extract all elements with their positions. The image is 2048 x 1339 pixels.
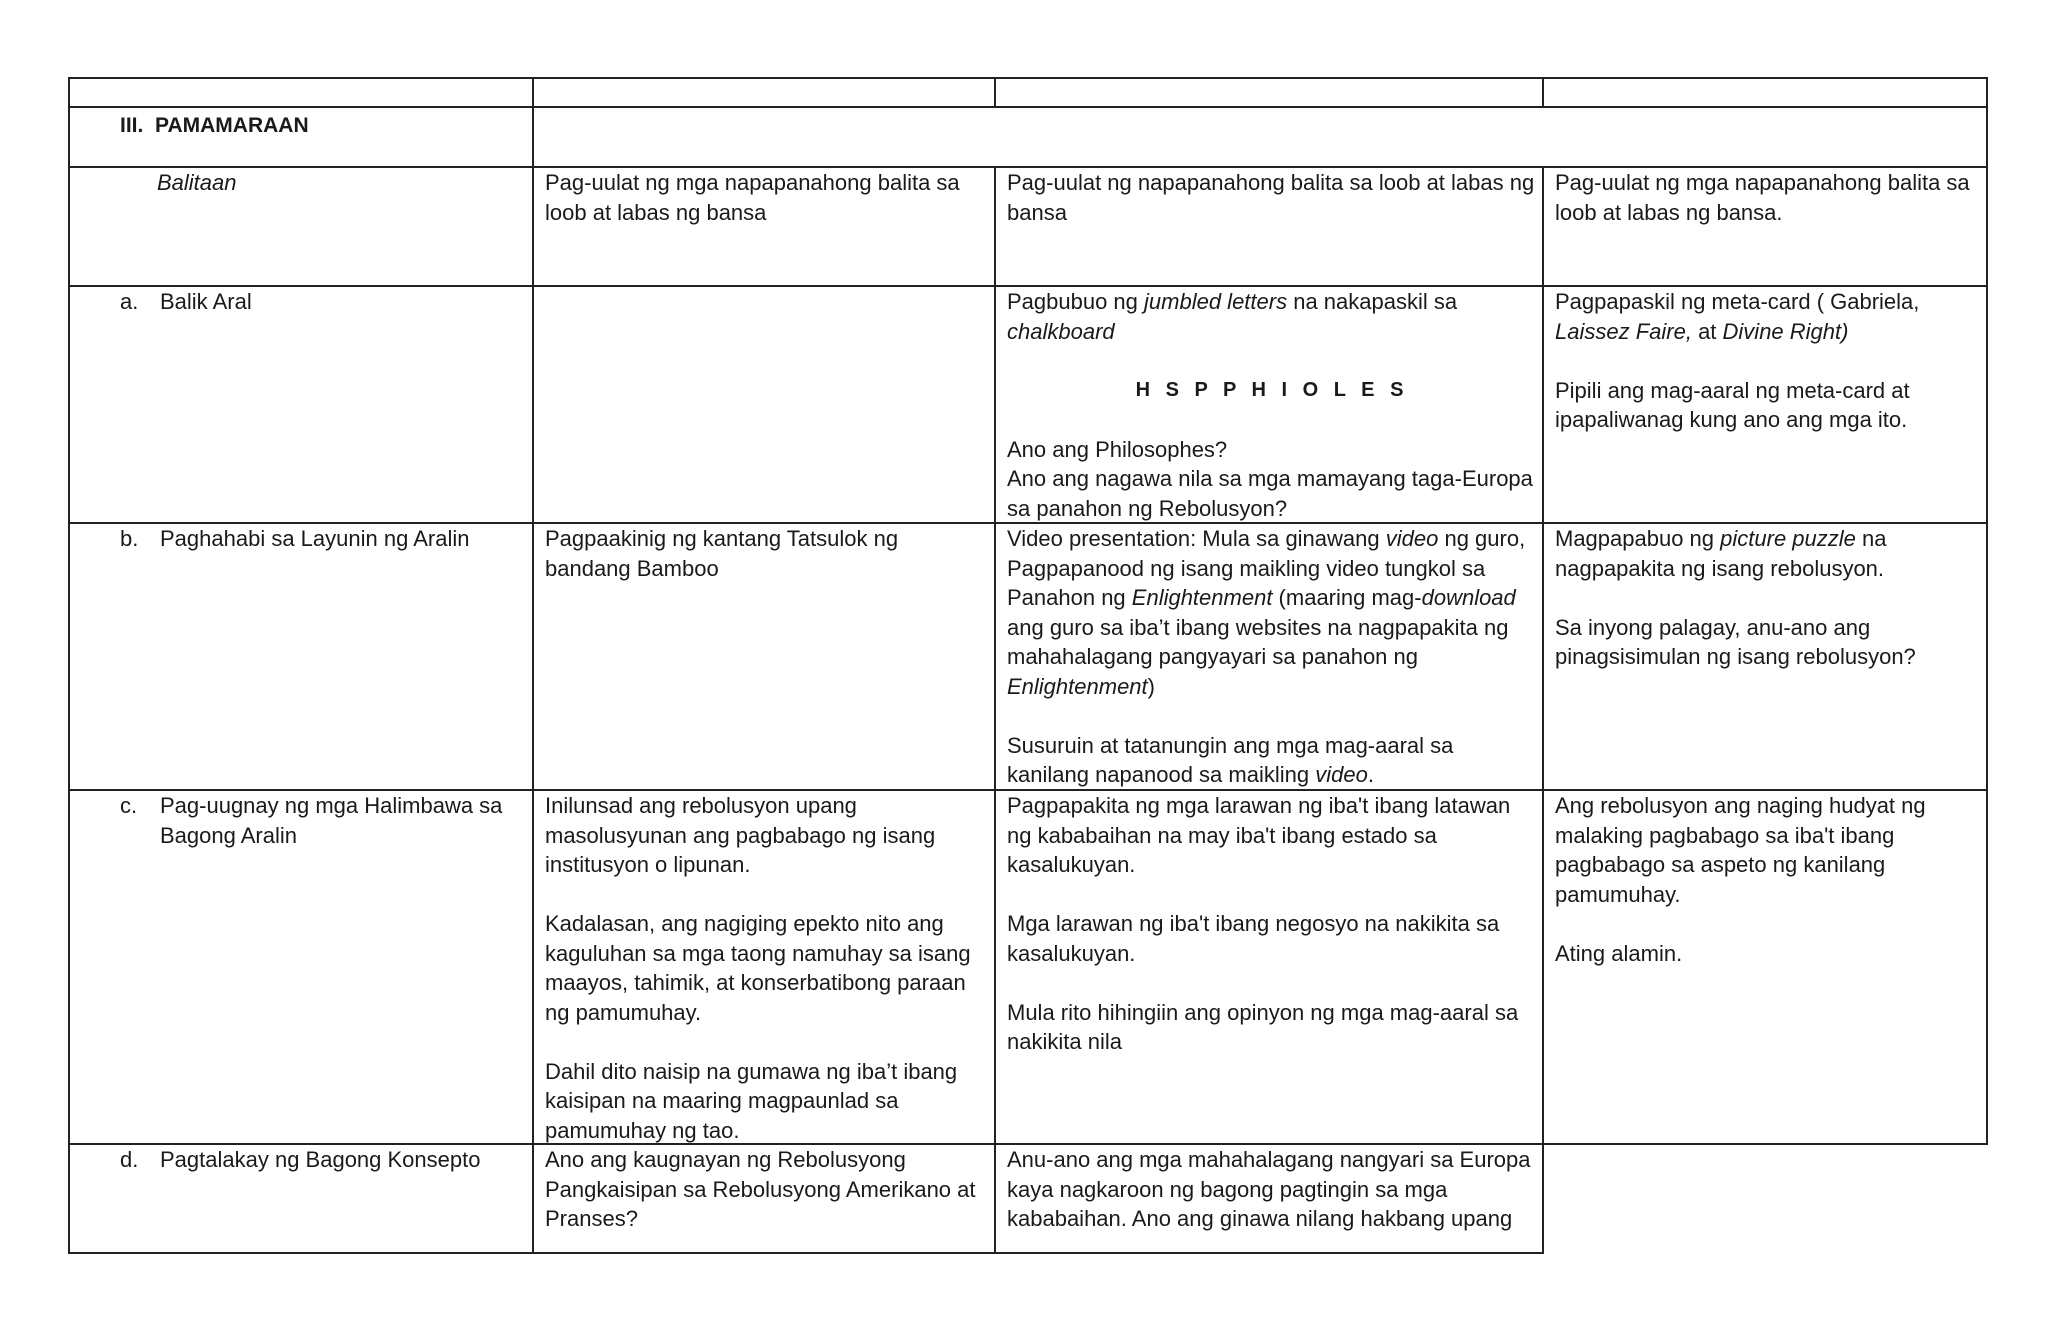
pagtalakay-label — [120, 1145, 480, 1175]
paghahabi-col3 — [1555, 524, 1980, 672]
italic-term: picture puzzle — [1720, 526, 1856, 551]
pag-uugnay-col2 — [1007, 791, 1537, 1057]
italic-term: download — [1421, 585, 1516, 610]
paragraph-gap — [1555, 909, 1970, 939]
italic-term: video — [1385, 526, 1439, 551]
jumbled-letters: H S P P H I O L E S — [1135, 378, 1409, 401]
paragraph: Pagpapakita ng mga larawan ng iba't ibang latawan ng kababaihan na may iba't ibang estado sa kasalukuyan. — [1007, 793, 1511, 877]
instruction-text: Pipili ang mag-aaral ng meta-card at ipapaliwanag kung ano ang mga ito. — [1555, 377, 1910, 432]
section-number: III. — [120, 114, 144, 137]
text-span: ng guro, Pagpapanood ng isang maikling video tungkol sa Panahon ng — [1007, 526, 1526, 610]
paghahabi-label — [120, 524, 469, 554]
question: Ano ang nagawa nila sa mga mamayang taga-Europa sa panahon ng Rebolusyon? — [1007, 466, 1533, 521]
text-span: (maaring mag- — [1272, 585, 1422, 610]
text-span: ) — [1147, 673, 1155, 699]
row-title: Pag-uugnay ng mga Halimbawa sa Bagong Aralin — [160, 793, 503, 848]
question: Ano ang Philosophes? — [1007, 436, 1228, 462]
section-title: PAMAMARAAN — [155, 114, 309, 137]
question: Sa inyong palagay, anu-ano ang pinagsisimulan ng isang rebolusyon? — [1555, 614, 1916, 669]
pag-uugnay-col3 — [1555, 791, 1970, 968]
text-span: na nakapaskil sa — [1287, 289, 1458, 314]
text-span: Pagbubuo ng — [1007, 289, 1145, 314]
paragraph: Ang rebolusyon ang naging hudyat ng malaking pagbabago sa iba't ibang pagbabago sa aspeto ng kanilang pamumuhay. — [1555, 793, 1926, 907]
follow-up-text — [1007, 731, 1537, 790]
text-span: Video presentation: Mula sa ginawang — [1007, 526, 1386, 551]
table-border — [532, 77, 534, 1254]
balitaan-col3: Pag-uulat ng mga napapanahong balita sa loob at labas ng bansa. — [1555, 170, 1970, 225]
paragraph: Dahil dito naisip na gumawa ng iba’t ibang kaisipan na maaring magpaunlad sa pamumuhay ng tao. — [545, 1058, 958, 1143]
italic-term: Divine Right) — [1722, 318, 1849, 344]
paragraph-gap — [1007, 346, 1537, 376]
balitaan-col2: Pag-uulat ng napapanahong balita sa loob at labas ng bansa — [1007, 170, 1535, 225]
table-border — [68, 106, 1986, 108]
pag-uugnay-label — [120, 791, 520, 850]
table-border — [994, 77, 996, 108]
table-border — [994, 166, 996, 1254]
table-border — [1542, 77, 1544, 108]
italic-term: chalkboard — [1007, 318, 1115, 344]
text-span: . — [1367, 762, 1374, 787]
pagtalakay-col1: Ano ang kaugnayan ng Rebolusyong Pangkaisipan sa Rebolusyong Amerikano at Pranses? — [545, 1147, 976, 1231]
italic-term: Enlightenment — [1007, 673, 1148, 699]
paragraph: Mula rito hihingiin ang opinyon ng mga mag-aaral sa nakikita nila — [1007, 999, 1519, 1054]
italic-term: jumbled letters — [1144, 289, 1288, 314]
balik-aral-col2 — [1007, 287, 1537, 523]
row-letter: c. — [120, 793, 138, 818]
text-span: Pagpapaskil ng meta-card ( Gabriela, — [1555, 289, 1920, 314]
paragraph-gap — [545, 1027, 985, 1057]
paragraph: Inilunsad ang rebolusyon upang masolusyunan ang pagbabago ng isang institusyon o lipunan. — [545, 793, 936, 877]
row-letter: b. — [120, 526, 139, 551]
italic-term: Laissez Faire, — [1555, 318, 1692, 344]
pagtalakay-col2: Anu-ano ang mga mahahalagang nangyari sa Europa kaya nagkaroon ng bagong pagtingin sa mga kababaihan. Ano ang ginawa nilang hakbang upang — [1007, 1147, 1531, 1231]
balitaan-label: Balitaan — [157, 170, 237, 195]
paragraph: Kadalasan, ang nagiging epekto nito ang kaguluhan sa mga taong namuhay sa isang maayos, tahimik, at konserbatibong paraan ng pamumuhay. — [545, 911, 971, 1025]
text-span: ang guro sa iba’t ibang websites na nagpapakita ng mahahalagang pangyayari sa panahon ng — [1007, 614, 1509, 669]
text-span: at — [1691, 318, 1723, 344]
row-letter: a. — [120, 289, 139, 314]
balik-aral-label — [120, 287, 252, 317]
section-heading — [120, 111, 309, 141]
table-border — [68, 77, 1986, 79]
balik-aral-col2-intro — [1007, 287, 1537, 346]
row-title: Paghahabi sa Layunin ng Aralin — [160, 526, 470, 551]
paragraph-gap — [1007, 405, 1537, 435]
meta-card-text — [1555, 287, 1980, 346]
video-presentation-text — [1007, 524, 1537, 701]
pag-uugnay-col1 — [545, 791, 985, 1145]
text-span: Magpapabuo ng — [1555, 526, 1721, 551]
table-border — [68, 77, 70, 1254]
paragraph-gap — [1007, 968, 1537, 998]
italic-term: video — [1315, 762, 1368, 787]
table-border — [68, 1252, 1542, 1254]
paragraph: Ating alamin. — [1555, 940, 1683, 966]
paragraph-gap — [1555, 583, 1980, 613]
paragraph-gap — [1555, 346, 1980, 376]
paragraph-gap — [545, 880, 985, 910]
paghahabi-col1: Pagpaakinig ng kantang Tatsulok ng bandang Bamboo — [545, 526, 899, 581]
balitaan-col1: Pag-uulat ng mga napapanahong balita sa loob at labas ng bansa — [545, 170, 960, 225]
paragraph-gap — [1007, 701, 1537, 731]
paghahabi-col2 — [1007, 524, 1537, 790]
balik-aral-col3 — [1555, 287, 1980, 435]
table-border — [1542, 166, 1544, 1254]
table-border — [1986, 77, 1988, 1145]
row-title: Pagtalakay ng Bagong Konsepto — [160, 1147, 481, 1172]
text-span: na nagpapakita ng isang rebolusyon. — [1555, 526, 1887, 581]
row-letter: d. — [120, 1147, 139, 1172]
italic-term: Enlightenment — [1131, 585, 1273, 610]
text-span: Susuruin at tatanungin ang mga mag-aaral sa kanilang napanood sa maikling — [1007, 732, 1454, 787]
puzzle-text — [1555, 524, 1980, 583]
paragraph-gap — [1007, 880, 1537, 910]
paragraph: Mga larawan ng iba't ibang negosyo na nakikita sa kasalukuyan. — [1007, 911, 1500, 966]
row-title: Balik Aral — [160, 289, 252, 314]
